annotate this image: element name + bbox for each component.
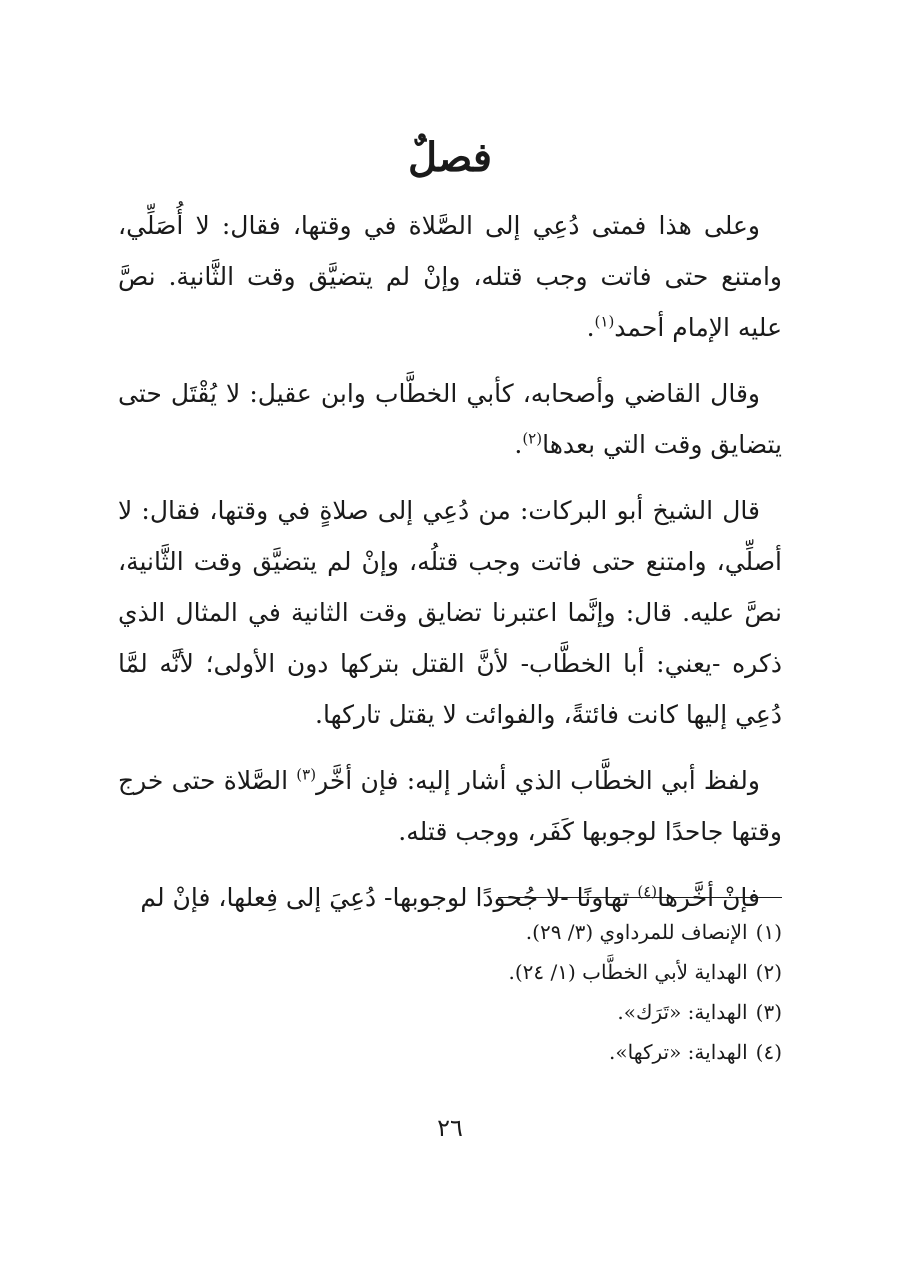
footnote-marker: (٢) bbox=[522, 429, 543, 448]
paragraph-text-end: . bbox=[514, 430, 523, 459]
paragraph-text: وقال القاضي وأصحابه، كأبي الخطَّاب وابن عقيل: لا يُقْتَل حتى يتضايق وقت التي بعدها bbox=[118, 379, 782, 459]
section-heading: فصلٌ bbox=[407, 134, 493, 181]
paragraph-text: وعلى هذا فمتى دُعِي إلى الصَّلاة في وقتها، فقال: لا أُصَلِّي، وامتنع حتى فاتت وجب قتله، وإنْ لم يتضيَّق وقت الثَّانية. نصَّ عليه الإمام أحمد bbox=[118, 211, 782, 342]
footnote-marker: (٣) bbox=[296, 765, 317, 784]
footnote bbox=[118, 912, 782, 952]
footnote-number: (٢) bbox=[755, 960, 782, 984]
footnote-number: (٣) bbox=[755, 1000, 782, 1024]
paragraph bbox=[118, 485, 782, 740]
footnote-marker: (١) bbox=[594, 312, 615, 331]
paragraph-text-end: الصَّلاة حتى خرج وقتها جاحدًا لوجوبها كَفَر، ووجب قتله. bbox=[118, 766, 782, 846]
footnote-number: (١) bbox=[755, 920, 782, 944]
footnote-text: الإنصاف للمرداوي (٣/ ٢٩). bbox=[525, 920, 748, 944]
paragraph-text: ولفظ أبي الخطَّاب الذي أشار إليه: فإن أخَّر bbox=[316, 766, 760, 795]
page-number: ٢٦ bbox=[437, 1114, 463, 1142]
paragraph-text: قال الشيخ أبو البركات: من دُعِي إلى صلاةٍ في وقتها، فقال: لا أصلِّي، وامتنع حتى فاتت وجب قتلُه، وإنْ لم يتضيَّق وقت الثَّانية، نصَّ عليه. قال: وإنَّما اعتبرنا تضايق وقت الثانية في المثال الذي ذكره -يعني: أبا الخطَّاب- لأنَّ القتل بتركها دون الأولى؛ لأنَّه لمَّا دُعِي إليها كانت فائتةً، والفوائت لا يقتل تاركها. bbox=[118, 496, 782, 729]
footnote-text: الهداية: «تَرَك». bbox=[617, 1000, 748, 1024]
paragraph bbox=[118, 200, 782, 353]
footnote-marker: (٤) bbox=[637, 882, 658, 901]
footnotes bbox=[118, 912, 782, 1072]
footnote bbox=[118, 1032, 782, 1072]
paragraph bbox=[118, 368, 782, 470]
paragraph-text-end: تهاونًا -لا جُحودًا لوجوبها- دُعِيَ إلى فِعلها، فإنْ لم bbox=[140, 883, 638, 912]
paragraph-text-end: . bbox=[586, 313, 595, 342]
body-text bbox=[118, 200, 782, 938]
footnote-text: الهداية: «تركها». bbox=[609, 1040, 748, 1064]
footnote bbox=[118, 952, 782, 992]
paragraph bbox=[118, 755, 782, 857]
paragraph-text: فإنْ أخَّرها bbox=[657, 883, 760, 912]
footnote bbox=[118, 992, 782, 1032]
footnote-separator bbox=[498, 897, 782, 898]
footnote-text: الهداية لأبي الخطَّاب (١/ ٢٤). bbox=[508, 960, 748, 984]
footnote-number: (٤) bbox=[755, 1040, 782, 1064]
